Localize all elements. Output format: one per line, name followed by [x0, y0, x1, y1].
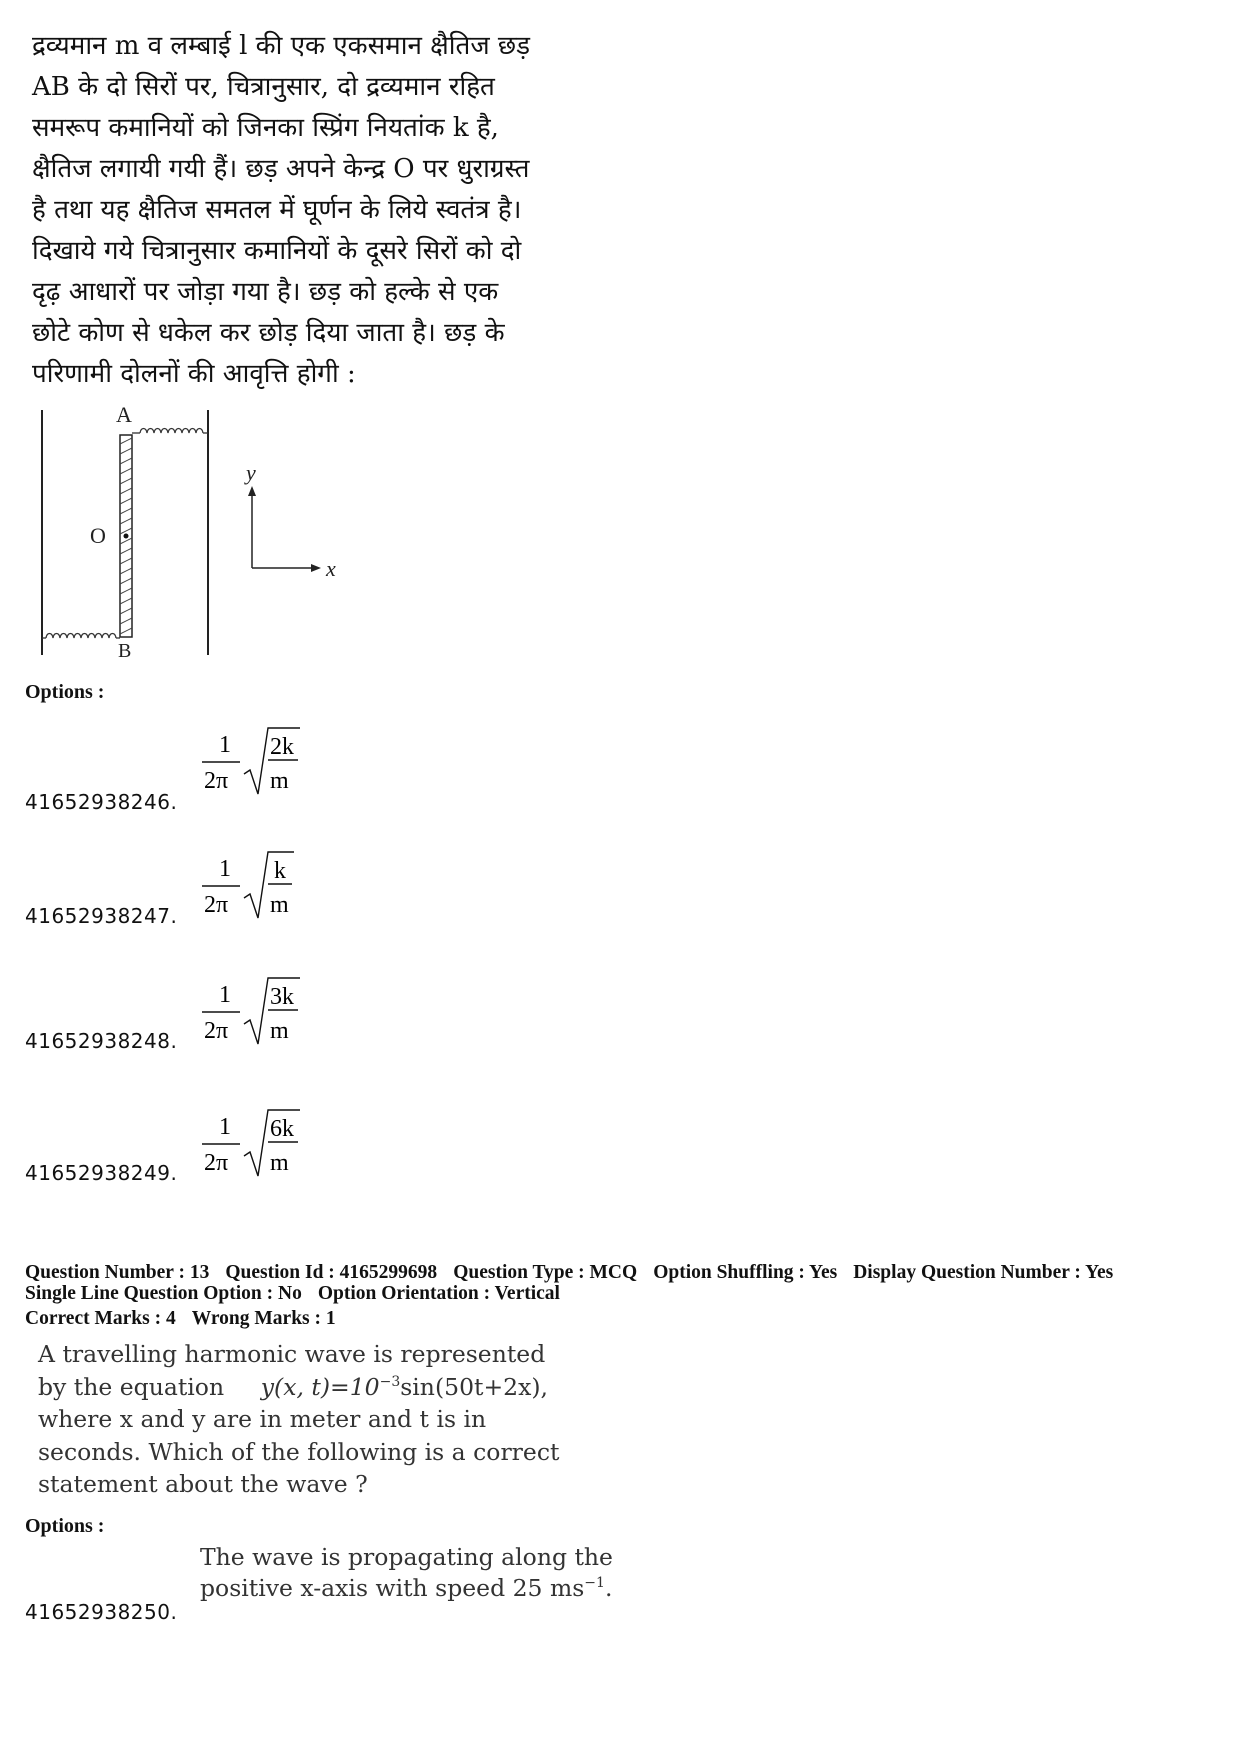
svg-text:1: 1 [219, 732, 231, 758]
label-b: B [118, 640, 132, 662]
question-line: समरूप कमानियों को जिनका स्प्रिंग नियतांक k है, [32, 113, 499, 143]
question-type: Question Type : MCQ [453, 1262, 638, 1283]
option-formula [198, 1104, 308, 1182]
svg-text:m: m [270, 1150, 289, 1176]
single-line-option: Single Line Question Option : No [25, 1283, 302, 1304]
svg-text:2π: 2π [204, 1018, 229, 1044]
svg-text:2k: 2k [270, 734, 294, 760]
option-id: 41652938249. [25, 1161, 178, 1185]
bottom-spring [42, 634, 120, 639]
question-marks [25, 1308, 352, 1330]
question-meta-line-1 [25, 1262, 1129, 1284]
label-a: A [116, 402, 132, 427]
question-12-text [32, 26, 552, 395]
option-id: 41652938246. [25, 790, 178, 814]
question-line: seconds. Which of the following is a correct [38, 1437, 560, 1466]
options-label: Options : [25, 1515, 105, 1537]
question-line: दिखाये गये चित्रानुसार कमानियों के दूसरे सिरों को दो [32, 236, 522, 266]
top-spring [132, 429, 208, 434]
question-line: दृढ़ आधारों पर जोड़ा गया है। छड़ को हल्के से एक [32, 277, 499, 307]
axis-x-label: x [326, 556, 336, 581]
question-line: छोटे कोण से धकेल कर छोड़ दिया जाता है। छड़ के [32, 318, 505, 348]
display-question-number: Display Question Number : Yes [853, 1262, 1114, 1283]
svg-text:2π: 2π [204, 768, 229, 794]
option-id: 41652938248. [25, 1029, 178, 1053]
svg-text:6k: 6k [270, 1116, 294, 1142]
rod-spring-figure [30, 400, 370, 662]
option-formula [198, 722, 308, 800]
option-shuffling: Option Shuffling : Yes [653, 1262, 838, 1283]
options-label: Options : [25, 681, 105, 703]
pivot-point [124, 534, 129, 539]
question-id: Question Id : 4165299698 [225, 1262, 438, 1283]
question-line: by the equation y(x, $t)=10^{-3}\sin(50t+2x)$, [38, 1372, 548, 1401]
svg-text:1: 1 [219, 1114, 231, 1140]
option-formula [198, 972, 308, 1050]
svg-text:1: 1 [219, 856, 231, 882]
question-line: where x and y are in meter and t is in [38, 1405, 487, 1433]
svg-text:2π: 2π [204, 1150, 229, 1176]
svg-text:k: k [274, 858, 286, 884]
option-formula [198, 846, 308, 924]
option-id: 41652938250. [25, 1600, 178, 1624]
option-orientation: Option Orientation : Vertical [317, 1283, 560, 1304]
label-o: O [90, 523, 106, 548]
question-line: क्षैतिज लगायी गयी हैं। छड़ अपने केन्द्र O पर धुराग्रस्त [32, 154, 530, 184]
question-line: statement about the wave ? [38, 1470, 368, 1498]
question-line: परिणामी दोलनों की आवृत्ति होगी : [32, 359, 356, 389]
question-line: A travelling harmonic wave is represented [38, 1340, 546, 1368]
option-id: 41652938247. [25, 904, 178, 928]
svg-text:m: m [270, 892, 289, 918]
question-number: Question Number : 13 [25, 1262, 210, 1283]
svg-text:3k: 3k [270, 984, 294, 1010]
option-text: The wave is propagating along the positive x-axis with speed 25 $ms^{-1}$. [200, 1543, 613, 1602]
svg-text:2π: 2π [204, 892, 229, 918]
svg-text:1: 1 [219, 982, 231, 1008]
axis-y-label: y [246, 460, 256, 485]
correct-marks: Correct Marks : 4 [25, 1308, 176, 1329]
svg-text:m: m [270, 768, 289, 794]
question-line: है तथा यह क्षैतिज समतल में घूर्णन के लिये स्वतंत्र है। [32, 195, 522, 225]
question-13-text [38, 1338, 560, 1501]
wrong-marks: Wrong Marks : 1 [191, 1308, 336, 1329]
question-meta-line-2 [25, 1283, 576, 1305]
question-line: AB के दो सिरों पर, चित्रानुसार, दो द्रव्यमान रहित [32, 72, 495, 102]
question-line: द्रव्यमान m व लम्बाई l की एक एकसमान क्षैतिज छड़ [32, 31, 531, 61]
svg-text:m: m [270, 1018, 289, 1044]
